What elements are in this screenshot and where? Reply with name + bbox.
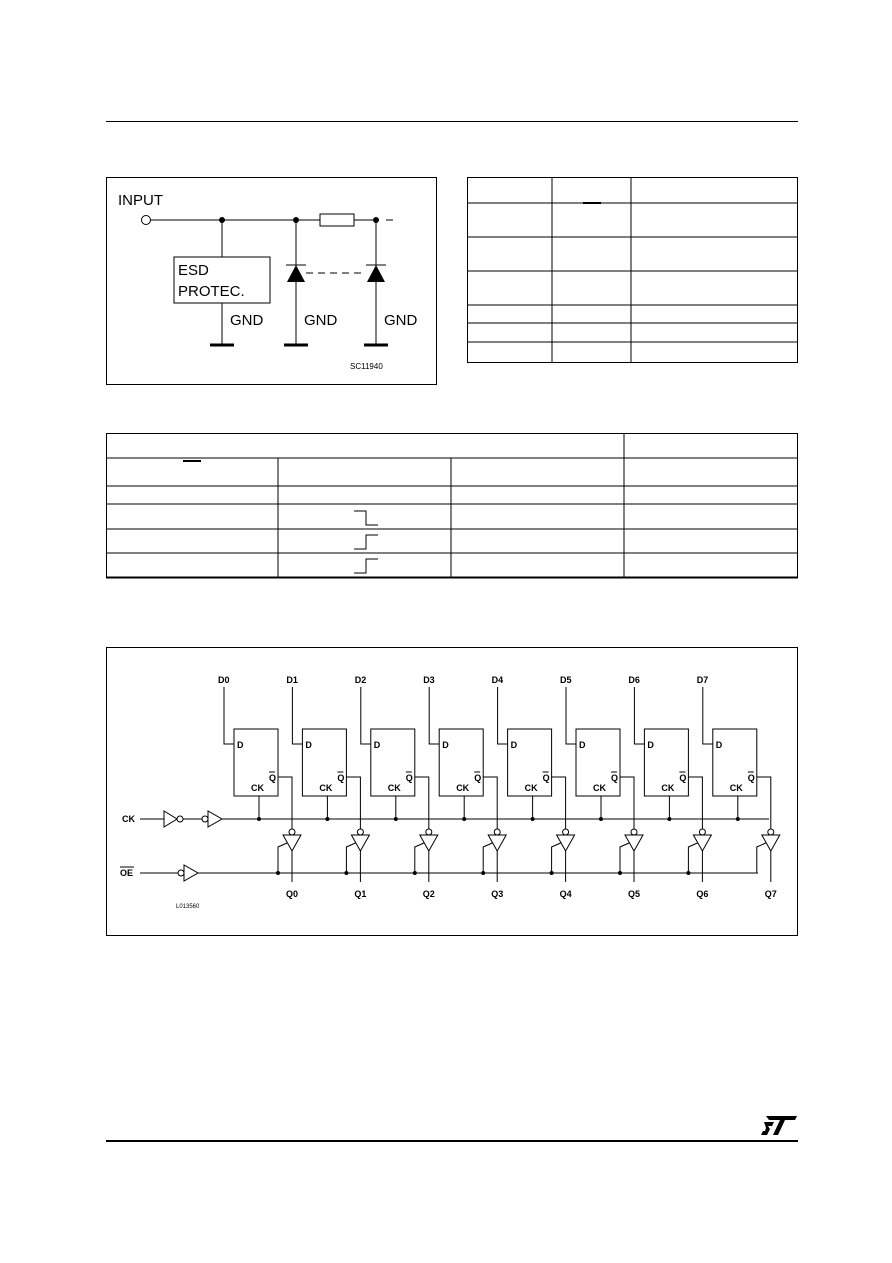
output-label: Q7 bbox=[764, 889, 777, 899]
tristate-buffer bbox=[625, 835, 643, 851]
esd-label-line2: PROTEC. bbox=[178, 283, 245, 300]
ff-qbar-label: Q bbox=[611, 773, 619, 783]
oe-enable-wire bbox=[483, 843, 492, 873]
ff-ck-label: CK bbox=[661, 783, 675, 793]
buffer-input-bubble bbox=[426, 829, 432, 835]
clock-input-label: CK bbox=[122, 814, 135, 824]
buffer-input-bubble bbox=[289, 829, 295, 835]
gnd-label-2: GND bbox=[304, 312, 338, 329]
qbar-wire bbox=[552, 777, 566, 829]
input-equivalent-circuit bbox=[106, 177, 437, 385]
data-input-label: D2 bbox=[354, 675, 367, 685]
data-input-wire bbox=[224, 687, 234, 744]
ff-qbar-label: Q bbox=[269, 773, 277, 783]
data-input-wire bbox=[429, 687, 439, 744]
pin-table-grid bbox=[467, 177, 798, 364]
output-label: Q6 bbox=[696, 889, 709, 899]
buffer-input-bubble bbox=[768, 829, 774, 835]
ff-d-label: D bbox=[442, 740, 449, 750]
buffer-input-bubble bbox=[563, 829, 569, 835]
qbar-wire bbox=[757, 777, 771, 829]
tristate-buffer bbox=[762, 835, 780, 851]
truth-table bbox=[106, 433, 798, 579]
header-rule bbox=[106, 121, 798, 122]
pin-description-table bbox=[467, 177, 798, 364]
esd-label-line1: ESD bbox=[178, 262, 209, 279]
ff-ck-label: CK bbox=[456, 783, 470, 793]
ff-ck-label: CK bbox=[524, 783, 538, 793]
ff-d-label: D bbox=[237, 740, 244, 750]
ff-ck-label: CK bbox=[251, 783, 264, 793]
output-label: Q2 bbox=[422, 889, 435, 899]
oe-enable-wire bbox=[688, 843, 697, 873]
data-input-label: D1 bbox=[286, 675, 298, 685]
tristate-buffer bbox=[488, 835, 506, 851]
buffer-input-bubble bbox=[357, 829, 363, 835]
oe-enable-wire bbox=[757, 843, 766, 873]
ff-d-label: D bbox=[647, 740, 654, 750]
data-input-label: D7 bbox=[696, 675, 709, 685]
data-input-label: D3 bbox=[423, 675, 435, 685]
qbar-wire bbox=[415, 777, 429, 829]
oe-input-label: OE bbox=[120, 868, 134, 878]
tristate-buffer bbox=[557, 835, 575, 851]
ff-d-label: D bbox=[579, 740, 586, 750]
st-logo-text: ST bbox=[760, 1116, 762, 1117]
footer-rule bbox=[106, 1140, 798, 1142]
output-label: Q4 bbox=[559, 889, 572, 899]
data-input-label: D4 bbox=[491, 675, 504, 685]
data-input-wire bbox=[292, 687, 302, 744]
input-circuit-svg bbox=[106, 177, 437, 385]
oe-enable-wire bbox=[552, 843, 561, 873]
truth-table-grid bbox=[106, 433, 798, 579]
ff-qbar-label: Q bbox=[542, 773, 550, 783]
ff-ck-label: CK bbox=[729, 783, 743, 793]
oe-enable-wire bbox=[278, 843, 287, 873]
ff-qbar-label: Q bbox=[337, 773, 345, 783]
data-input-label: D5 bbox=[560, 675, 572, 685]
input-label: INPUT bbox=[118, 192, 163, 209]
ff-d-label: D bbox=[305, 740, 312, 750]
logic-diagram-code: L013560 bbox=[176, 904, 200, 910]
ff-d-label: D bbox=[715, 740, 723, 750]
ff-d-label: D bbox=[373, 740, 381, 750]
output-label: Q5 bbox=[628, 889, 641, 899]
buffer-input-bubble bbox=[631, 829, 637, 835]
ff-qbar-label: Q bbox=[474, 773, 482, 783]
buffer-input-bubble bbox=[699, 829, 705, 835]
ff-ck-label: CK bbox=[387, 783, 401, 793]
output-label: Q0 bbox=[286, 889, 299, 899]
data-input-label: D0 bbox=[218, 675, 230, 685]
ff-d-label: D bbox=[510, 740, 518, 750]
data-input-wire bbox=[634, 687, 644, 744]
tristate-buffer bbox=[693, 835, 711, 851]
gnd-label-1: GND bbox=[230, 312, 264, 329]
ff-qbar-label: Q bbox=[679, 773, 687, 783]
logic-diagram bbox=[106, 647, 798, 936]
input-circuit-code: SC11940 bbox=[350, 362, 383, 371]
data-input-wire bbox=[703, 687, 713, 744]
buffer-input-bubble bbox=[494, 829, 500, 835]
oe-enable-wire bbox=[415, 843, 424, 873]
oe-enable-wire bbox=[346, 843, 355, 873]
qbar-wire bbox=[620, 777, 634, 829]
tristate-buffer bbox=[283, 835, 301, 851]
data-input-wire bbox=[498, 687, 508, 744]
tristate-buffer bbox=[351, 835, 369, 851]
tristate-buffer bbox=[420, 835, 438, 851]
st-logo-icon bbox=[760, 1116, 798, 1136]
ff-ck-label: CK bbox=[319, 783, 333, 793]
output-label: Q3 bbox=[491, 889, 504, 899]
qbar-wire bbox=[278, 777, 292, 829]
data-input-label: D6 bbox=[628, 675, 640, 685]
data-input-wire bbox=[361, 687, 371, 744]
ff-qbar-label: Q bbox=[747, 773, 755, 783]
st-logo bbox=[760, 1116, 798, 1136]
qbar-wire bbox=[483, 777, 497, 829]
qbar-wire bbox=[688, 777, 702, 829]
ff-qbar-label: Q bbox=[405, 773, 413, 783]
gnd-label-3: GND bbox=[384, 312, 418, 329]
logic-diagram-svg bbox=[106, 647, 798, 936]
qbar-wire bbox=[346, 777, 360, 829]
output-label: Q1 bbox=[354, 889, 367, 899]
oe-enable-wire bbox=[620, 843, 629, 873]
data-input-wire bbox=[566, 687, 576, 744]
ff-ck-label: CK bbox=[593, 783, 606, 793]
